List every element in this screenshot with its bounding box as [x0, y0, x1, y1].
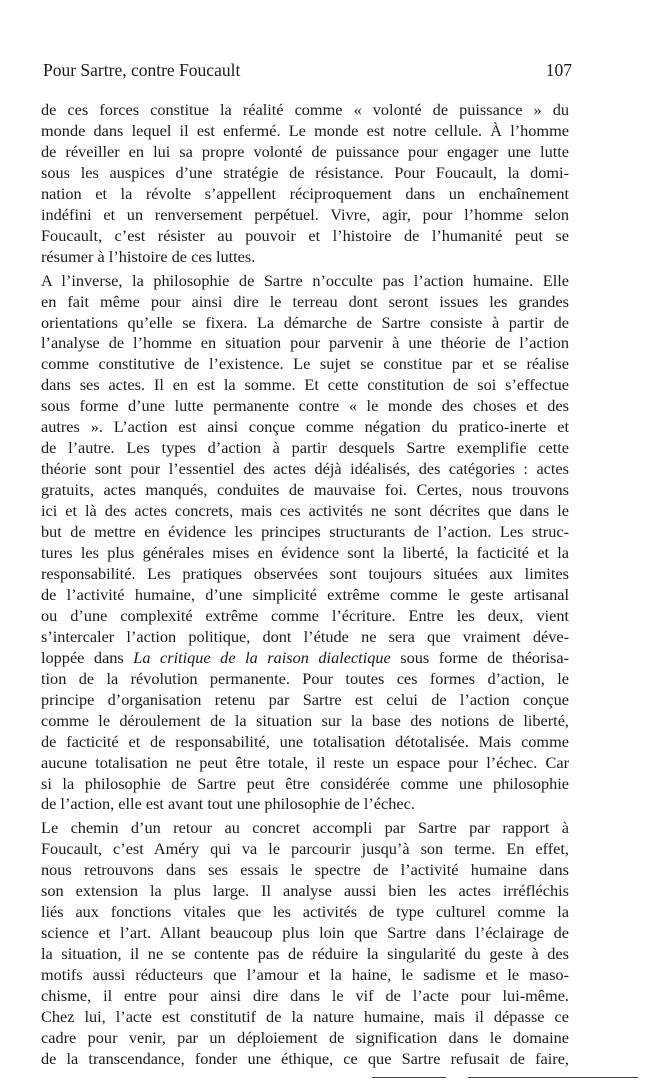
text-line: liés aux fonctions vitales que les activités de type culturel comme la: [41, 902, 569, 922]
text-line: Foucault, c’est Améry qui va le parcourir jusqu’à son terme. En effet,: [41, 839, 569, 859]
paragraph: [41, 100, 569, 268]
text-line: la situation, il ne se contente pas de réduire la singularité du geste à des: [41, 944, 569, 964]
text-line: nation et la révolte s’appellent réciproquement dans un enchaînement: [41, 183, 569, 203]
text-line: monde dans lequel il est enfermé. Le monde est notre cellule. À l’homme: [41, 120, 569, 140]
text-line: de l’action, elle est avant tout une philosophie de l’échec.: [41, 794, 415, 814]
paragraph: [41, 271, 569, 816]
text-line: science et l’art. Allant beaucoup plus loin que Sartre dans l’éclairage de: [41, 923, 569, 943]
text-line: cadre pour venir, par un déploiement de signification dans le domaine: [41, 1027, 569, 1047]
text-line: autres ». L’action est ainsi conçue comme négation du pratico-inerte et: [41, 417, 569, 437]
text-line: comme constitutive de l’existence. Le sujet se constitue par et se réalise: [41, 354, 569, 374]
text-line: indéfini et un renversement perpétuel. Vivre, agir, pour l’homme selon: [41, 204, 569, 224]
text-line: son extension la plus large. Il analyse aussi bien les actes irréfléchis: [41, 881, 569, 901]
text-line: A l’inverse, la philosophie de Sartre n’occulte pas l’action humaine. Elle: [41, 270, 569, 290]
text-line: théorie sont pour l’essentiel des actes déjà idéalisés, des catégories : actes: [41, 459, 569, 479]
text-line: de facticité et de responsabilité, une totalisation détotalisée. Mais comme: [41, 731, 569, 751]
text-line: sous forme d’une lutte permanente contre « le monde des choses et des: [41, 396, 569, 416]
text-line: s’intercaler l’action politique, dont l’étude ne sera que vraiment déve-: [41, 626, 569, 646]
text-line: de réveiller en lui sa propre volonté de puissance pour engager une lutte: [41, 141, 569, 161]
running-header: [43, 60, 572, 84]
text-line: principe d’organisation retenu par Sartre est celui de l’action conçue: [41, 689, 569, 709]
text-line: but de mettre en évidence les principes structurants de l’action. Les struc-: [41, 522, 569, 542]
text-line: tion de la révolution permanente. Pour toutes ces formes d’action, le: [41, 668, 569, 688]
text-line: l’analyse de l’homme en situation pour parvenir à une théorie de l’action: [41, 333, 569, 353]
text-line: de l’autre. Les types d’action à partir desquels Sartre exemplifie cette: [41, 438, 569, 458]
footer-rule-left: [372, 1077, 446, 1078]
text-line: résumer à l’histoire de ces luttes.: [41, 246, 256, 266]
text-line: responsabilité. Les pratiques observées sont toujours situées aux limites: [41, 563, 569, 583]
text-line: sous les auspices d’une stratégie de résistance. Pour Foucault, la domi-: [41, 162, 569, 182]
text-line: Le chemin d’un retour au concret accompli par Sartre par rapport à: [41, 818, 569, 838]
text-line: chisme, il entre pour ainsi dire dans le vif de l’acte pour lui-même.: [41, 986, 569, 1006]
text-line: de ces forces constitue la réalité comme « volonté de puissance » du: [41, 100, 569, 119]
text-line: aucune totalisation ne peut être totale, il reste un espace pour l’échec. Car: [41, 752, 569, 772]
footer-rule-right: [468, 1077, 638, 1078]
text-line: dans ses actes. Il en est la somme. Et cette constitution de soi s’effectue: [41, 375, 569, 395]
text-line: ou d’une complexité extrême comme l’écriture. Entre les deux, vient: [41, 605, 569, 625]
text-line: de la transcendance, fonder une éthique, ce que Sartre refusait de faire,: [41, 1048, 569, 1068]
paragraph: [41, 818, 569, 1069]
text-line: gratuits, actes manqués, conduites de mauvaise foi. Certes, nous trouvons: [41, 480, 569, 500]
body-text: [41, 100, 569, 1070]
page-number: 107: [545, 60, 572, 80]
text-segment: sous forme de théorisa-: [390, 647, 570, 667]
text-segment: loppée dans: [41, 647, 134, 667]
text-line: ici et là des actes concrets, mais ces activités ne sont décrites que dans le: [41, 501, 569, 521]
book-title: La critique de la raison dialectique: [133, 647, 391, 667]
text-line: Chez lui, l’acte est constitutif de la nature humaine, mais il dépasse ce: [41, 1006, 569, 1026]
text-line: en fait même pour ainsi dire le terreau dont seront issues les grandes: [41, 291, 569, 311]
text-line: nous retrouvons dans ses essais le spectre de l’activité humaine dans: [41, 860, 569, 880]
text-line: si la philosophie de Sartre peut être considérée comme une philosophie: [41, 773, 569, 793]
text-line: orientations qu’elle se fixera. La démarche de Sartre consiste à partir de: [41, 312, 569, 332]
running-title: Pour Sartre, contre Foucault: [43, 60, 241, 80]
text-line: [41, 648, 569, 669]
text-line: Foucault, c’est résister au pouvoir et l’histoire de l’humanité peut se: [41, 225, 569, 245]
text-line: comme le déroulement de la situation sur la base des notions de liberté,: [41, 710, 569, 730]
text-line: de l’activité humaine, d’une simplicité extrême comme le geste artisanal: [41, 584, 569, 604]
text-line: motifs aussi réducteurs que l’amour et la haine, le sadisme et le maso-: [41, 965, 569, 985]
text-line: tures les plus générales mises en évidence sont la liberté, la facticité et la: [41, 543, 569, 563]
